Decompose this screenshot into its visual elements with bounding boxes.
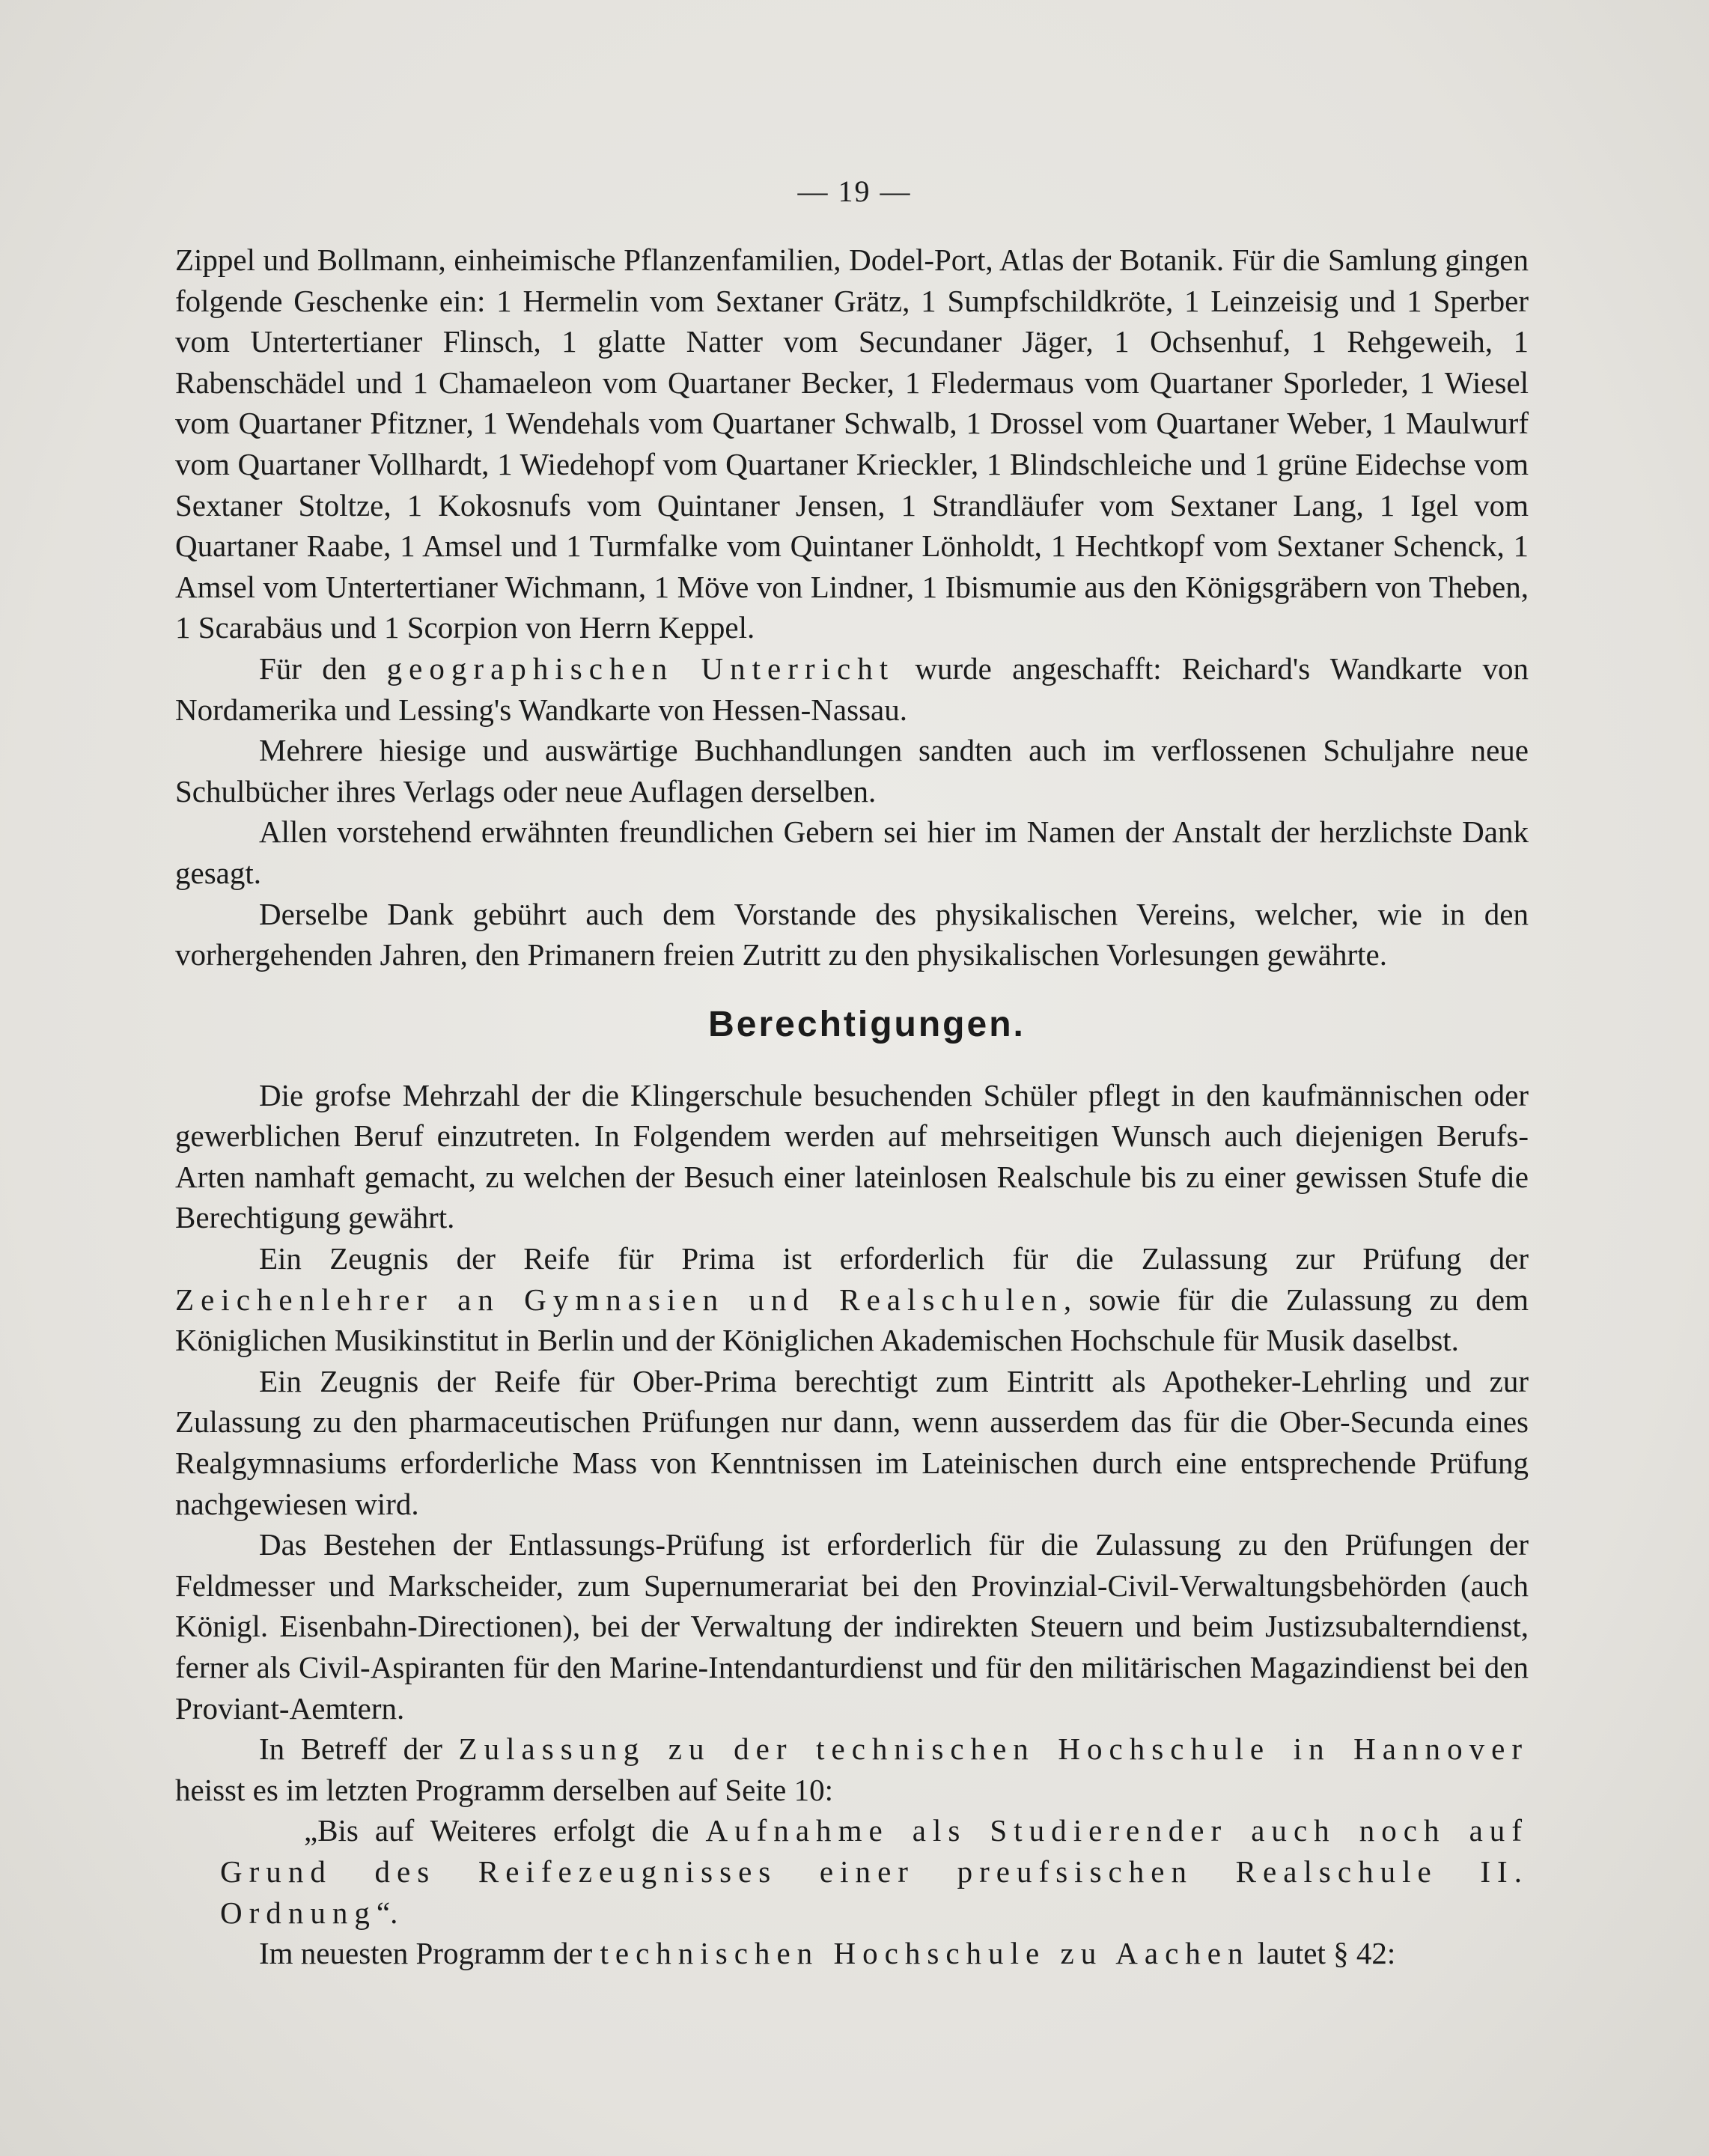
paragraph-geography (175, 648, 1529, 730)
spaced-term-hannover: Zulassung zu der technischen Hochschule in Hannover (458, 1732, 1529, 1767)
paragraph-geography-lead: Für den (259, 651, 387, 686)
paragraph-hannover-lead: In Betreff der (259, 1732, 459, 1767)
spaced-term-aachen: technischen Hochschule zu Aachen (600, 1936, 1250, 1971)
page-number: — 19 — (797, 174, 912, 208)
paragraph-gifts (175, 240, 1529, 648)
spaced-term-drawing-teachers: Zeichenlehrer an Gymnasien und Realschulen (175, 1282, 1064, 1317)
paragraph-hannover (175, 1729, 1529, 1810)
paragraph-bookshops: Mehrere hiesige und auswärtige Buchhandlungen sandten auch im verflossenen Schuljahre neue Schulbücher ihres Verlags oder neue Auflagen derselben. (175, 733, 1529, 808)
body-text (175, 240, 1529, 1974)
paragraph-final-exam: Das Bestehen der Entlassungs-Prüfung ist erforderlich für die Zulassung zu den Prüfungen der Feldmesser und Markscheider, zum Supernumerariat bei den Provinzial-Civil-Verwaltungsbehörden (auch Königl. Eisenbahn-Directionen), bei der Verwaltung der indirekten Steuern und beim Justizsubalterndienst, ferner als Civil-Aspiranten für den Marine-Intendanturdienst und für den militärischen Magazindienst bei den Proviant-Aemtern. (175, 1527, 1529, 1726)
paragraph-physics-society: Derselbe Dank gebührt auch dem Vorstande des physikalischen Vereins, welcher, wie in den vorhergehenden Jahren, den Primanern freien Zutritt zu den physikalischen Vorlesungen gewährte. (175, 896, 1529, 972)
paragraph-aachen (175, 1933, 1529, 1974)
paragraph-ober-prima: Ein Zeugnis der Reife für Ober-Prima berechtigt zum Eintritt als Apotheker-Lehrling und zur Zulassung zu den pharmaceutischen Prüfungen nur dann, wenn ausserdem das für die Ober-Secunda eines Realgymnasiums erforderliche Mass von Kenntnissen im Lateinischen durch eine entsprechende Prüfung nachgewiesen wird. (175, 1363, 1529, 1521)
paragraph-aachen-rest: lautet § 42: (1249, 1936, 1396, 1971)
paragraph-thanks: Allen vorstehend erwähnten freundlichen Gebern sei hier im Namen der Anstalt der herzlichste Dank gesagt. (175, 814, 1529, 890)
quotation (220, 1810, 1529, 1933)
paragraph-hannover-rest: heisst es im letzten Programm derselben auf Seite 10: (175, 1772, 833, 1807)
quotation-end: “. (376, 1895, 398, 1930)
paragraph-prima (175, 1238, 1529, 1361)
paragraph-aachen-lead: Im neuesten Programm der (259, 1936, 600, 1971)
quotation-lead: „Bis auf Weiteres erfolgt die (304, 1813, 706, 1848)
paragraph-majority: Die grofse Mehrzahl der die Klingerschule besuchenden Schüler pflegt in den kaufmännischen oder gewerblichen Beruf einzutreten. In Folgendem werden auf mehrseitigen Wunsch auch diejenigen Berufs-Arten namhaft gemacht, zu welchen der Besuch einer lateinlosen Realschule bis zu einer gewissen Stufe die Berechtigung gewährt. (175, 1077, 1529, 1235)
section-heading: Berechtigungen. (708, 1004, 1026, 1044)
paragraph-prima-lead: Ein Zeugnis der Reife für Prima ist erforderlich für die Zulassung zur Prüfung der (259, 1241, 1529, 1276)
paragraph-prima-rest: , sowie für die Zulassung zu dem Königlichen Musikinstitut in Berlin und der Königlichen Akademischen Hochschule für Musik daselbst. (175, 1282, 1529, 1358)
paragraph-gifts-text: Zippel und Bollmann, einheimische Pflanzenfamilien, Dodel-Port, Atlas der Botanik. Für die Samlung gingen folgende Geschenke ein: 1 Hermelin vom Sextaner Grätz, 1 Sumpfschildkröte, 1 Leinzeisig und 1 Sperber vom Untertertianer Flinsch, 1 glatte Natter vom Secundaner Jäger, 1 Ochsenhuf, 1 Rehgeweih, 1 Rabenschädel und 1 Chamaeleon vom Quartaner Becker, 1 Fledermaus vom Quartaner Sporleder, 1 Wiesel vom Quartaner Pfitzner, 1 Wendehals vom Quartaner Schwalb, 1 Drossel vom Quartaner Weber, 1 Maulwurf vom Quartaner Vollhardt, 1 Wiedehopf vom Quartaner Krieckler, 1 Blindschleiche und 1 grüne Eidechse vom Sextaner Stoltze, 1 Kokosnufs vom Quintaner Jensen, 1 Strandläufer vom Sextaner Lang, 1 Igel vom Quartaner Raabe, 1 Amsel und 1 Turmfalke vom Quintaner Lönholdt, 1 Hechtkopf vom Sextaner Schenck, 1 Amsel vom Untertertianer Wichmann, 1 Möve von Lindner, 1 Ibismumie aus den Königsgräbern von Theben, 1 Scarabäus und 1 Scorpion von Herrn Keppel. (175, 243, 1529, 645)
spaced-term-geography: geographischen Unterricht (386, 651, 895, 686)
spaced-term-admission: Aufnahme als Studierender auch noch auf Grund des Reifezeugnisses einer preufsischen Realschule II. Ordnung (220, 1813, 1529, 1930)
paragraph-geography-rest: wurde angeschafft: Reichard's Wandkarte von Nordamerika und Lessing's Wandkarte von Hessen-Nassau. (175, 651, 1529, 727)
